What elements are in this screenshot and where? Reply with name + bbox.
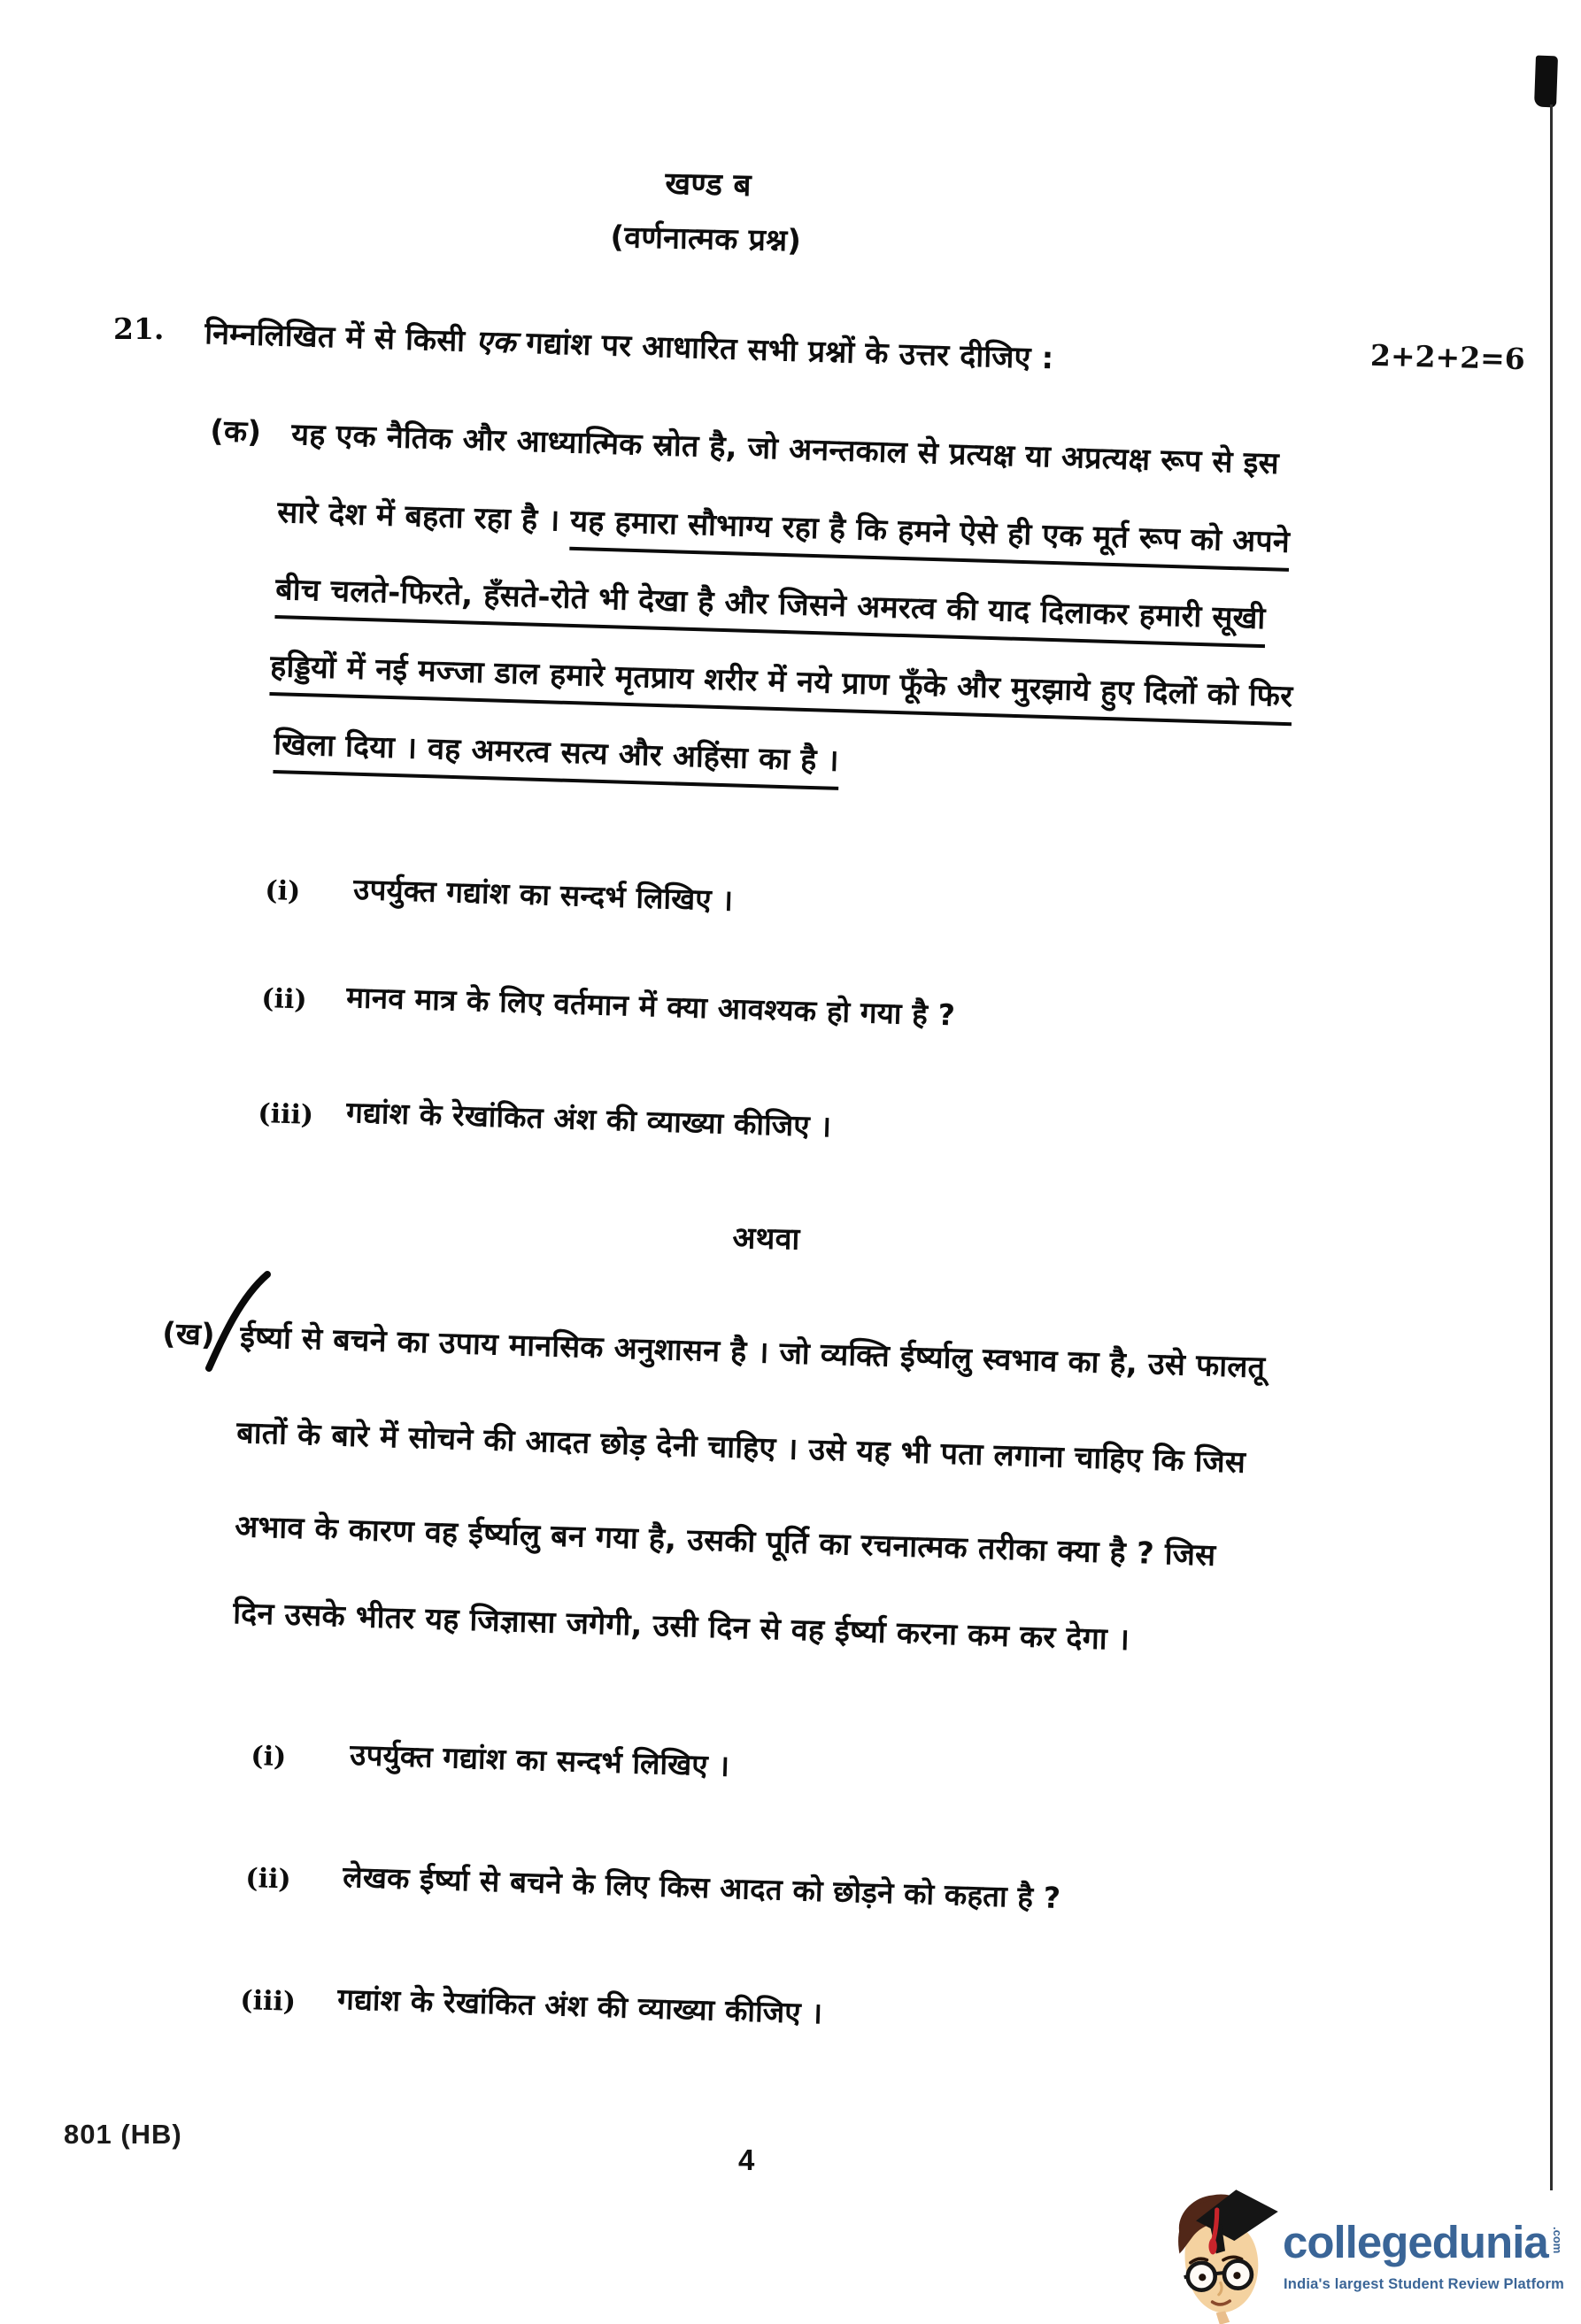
marks-badge: 2+2+2=6 bbox=[1369, 337, 1526, 377]
collegedunia-tagline: India's largest Student Review Platform bbox=[1284, 2276, 1565, 2292]
kha-subq1-label: (i) bbox=[250, 1740, 287, 1774]
passage-ka-line4 bbox=[270, 648, 1293, 716]
question-text-prefix: निम्नलिखित में से किसी bbox=[204, 315, 476, 360]
kha-subq2-label: (ii) bbox=[244, 1862, 292, 1896]
passage-kha-label: (ख) bbox=[161, 1315, 216, 1353]
underlined-text: हड्डियों में नई मज्जा डाल हमारे मृतप्राय शरीर में नये प्राण फूँके और मुरझाये हुए दिलों को फिर bbox=[269, 649, 1292, 726]
kha-subq1-text: उपर्युक्त गद्यांश का सन्दर्भ लिखिए । bbox=[349, 1736, 730, 1783]
passage-kha-line1: ईर्ष्या से बचने का उपाय मानसिक अनुशासन है । जो व्यक्ति ईर्ष्यालु स्वभाव का है, उसे फालतू bbox=[239, 1319, 1266, 1386]
passage-ka-line3 bbox=[275, 571, 1266, 638]
underlined-text: बीच चलते-फिरते, हँसते-रोते भी देखा है और जिसने अमरत्व की याद दिलाकर हमारी सूखी bbox=[274, 572, 1266, 648]
ka-subq1-label: (i) bbox=[264, 874, 301, 908]
page-number: 4 bbox=[738, 2143, 755, 2176]
ka-subq3-label: (iii) bbox=[257, 1097, 314, 1131]
passage-ka-line5 bbox=[274, 726, 840, 780]
question-text-suffix: गद्यांश पर आधारित सभी प्रश्नों के उत्तर दीजिए : bbox=[514, 325, 1055, 377]
passage-kha-line2: बातों के बारे में सोचने की आदत छोड़ देनी चाहिए । उसे यह भी पता लगाना चाहिए कि जिस bbox=[235, 1414, 1246, 1481]
underlined-text: खिला दिया । वह अमरत्व सत्य और अहिंसा का है । bbox=[273, 727, 839, 790]
section-heading: खण्ड ब bbox=[665, 165, 752, 204]
ka-subq2-text: मानव मात्र के लिए वर्तमान में क्या आवश्यक हो गया है ? bbox=[345, 979, 956, 1033]
question-text bbox=[204, 315, 1054, 378]
ka-subq1-text: उपर्युक्त गद्यांश का सन्दर्भ लिखिए । bbox=[352, 871, 734, 918]
or-divider: अथवा bbox=[732, 1220, 800, 1258]
question-text-emphasis: एक bbox=[474, 324, 517, 361]
collegedunia-logo-text: collegedunia bbox=[1283, 2217, 1548, 2267]
passage-ka-line2 bbox=[277, 494, 1291, 561]
passage-kha-line3: अभाव के कारण वह ईर्ष्यालु बन गया है, उसकी पूर्ति का रचनात्मक तरीका क्या है ? जिस bbox=[234, 1508, 1216, 1574]
collegedunia-logo-tld: .com bbox=[1551, 2227, 1564, 2254]
passage-ka-line2-plain: सारे देश में बहता रहा है । bbox=[276, 494, 572, 539]
ka-subq3-text: गद्यांश के रेखांकित अंश की व्याख्या कीजिए । bbox=[345, 1094, 832, 1144]
ka-subq2-label: (ii) bbox=[260, 982, 308, 1016]
kha-subq2-text: लेखक ईर्ष्या से बचने के लिए किस आदत को छोड़ने को कहता है ? bbox=[342, 1858, 1061, 1916]
kha-subq3-text: गद्यांश के रेखांकित अंश की व्याख्या कीजिए । bbox=[336, 1981, 823, 2031]
scan-ink-blob bbox=[1534, 56, 1558, 108]
passage-ka-label: (क) bbox=[209, 412, 262, 450]
kha-subq3-label: (iii) bbox=[239, 1984, 297, 2018]
passage-kha-line4: दिन उसके भीतर यह जिज्ञासा जगेगी, उसी दिन से वह ईर्ष्या करना कम कर देगा । bbox=[232, 1595, 1130, 1658]
question-number: 21. bbox=[113, 312, 165, 346]
passage-ka-line1: यह एक नैतिक और आध्यात्मिक स्रोत है, जो अनन्तकाल से प्रत्यक्ष या अप्रत्यक्ष रूप से इस bbox=[290, 416, 1280, 482]
paper-code: 801 (HB) bbox=[64, 2119, 182, 2150]
section-subtitle: (वर्णनात्मक प्रश्न) bbox=[610, 219, 802, 259]
passage-ka-line2-underlined: यह हमारा सौभाग्य रहा है कि हमने ऐसे ही एक मूर्त रूप को अपने bbox=[569, 504, 1290, 572]
scan-edge-line bbox=[1550, 104, 1553, 2190]
collegedunia-mascot-icon bbox=[1165, 2184, 1284, 2324]
